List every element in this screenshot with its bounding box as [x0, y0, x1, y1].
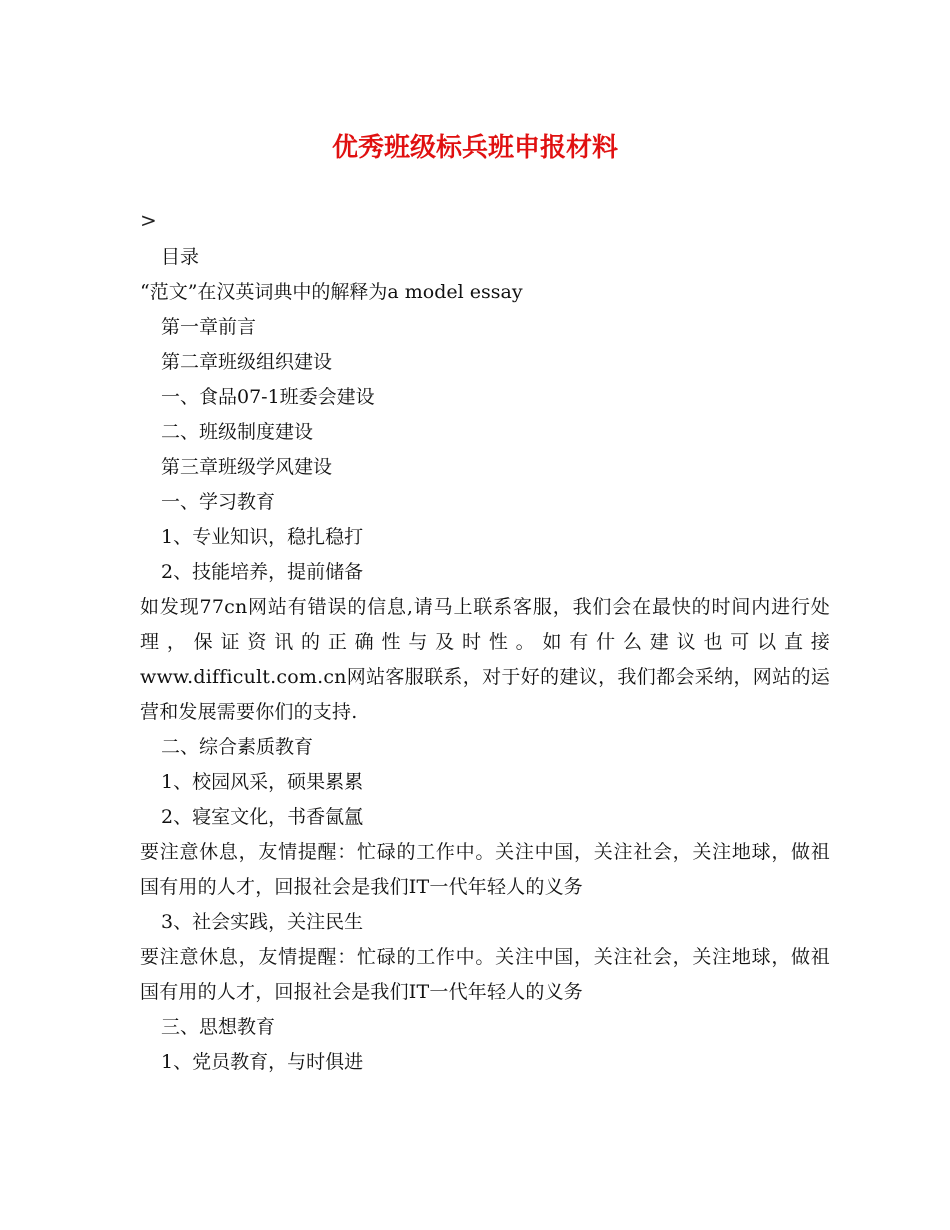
toc-item: 2、寝室文化，书香氤氲 [161, 806, 364, 828]
toc-item: 2、技能培养，提前储备 [161, 561, 364, 583]
toc-item: 1、党员教育，与时俱进 [161, 1051, 364, 1073]
document-body [140, 240, 830, 1080]
toc-item: 二、综合素质教育 [161, 736, 314, 758]
chevron-right-icon: > [140, 208, 157, 232]
toc-item: 第一章前言 [161, 316, 257, 338]
toc-item: 第二章班级组织建设 [161, 351, 333, 373]
text-line: “范文”在汉英词典中的解释为a model essay [140, 281, 523, 303]
toc-item: 一、食品07-1班委会建设 [161, 386, 375, 408]
reminder-paragraph: 要注意休息，友情提醒：忙碌的工作中。关注中国，关注社会，关注地球，做祖国有用的人才，回报社会是我们IT一代年轻人的义务 [140, 946, 830, 1003]
toc-item: 3、社会实践，关注民生 [161, 911, 364, 933]
toc-item: 一、学习教育 [161, 491, 276, 513]
toc-item: 第三章班级学风建设 [161, 456, 333, 478]
toc-item: 二、班级制度建设 [161, 421, 314, 443]
toc-item: 1、专业知识，稳扎稳打 [161, 526, 364, 548]
notice-paragraph: 如发现77cn网站有错误的信息,请马上联系客服，我们会在最快的时间内进行处理，保证资讯的正确性与及时性。如有什么建议也可以直接www.difficult.com.cn网站客服联系，对于好的建议，我们都会采纳，网站的运营和发展需要你们的支持. [140, 596, 830, 723]
document-title: 优秀班级标兵班申报材料 [331, 133, 618, 163]
toc-heading: 目录 [161, 246, 200, 268]
toc-item: 1、校园风采，硕果累累 [161, 771, 364, 793]
reminder-paragraph: 要注意休息，友情提醒：忙碌的工作中。关注中国，关注社会，关注地球，做祖国有用的人才，回报社会是我们IT一代年轻人的义务 [140, 841, 830, 898]
toc-item: 三、思想教育 [161, 1016, 276, 1038]
